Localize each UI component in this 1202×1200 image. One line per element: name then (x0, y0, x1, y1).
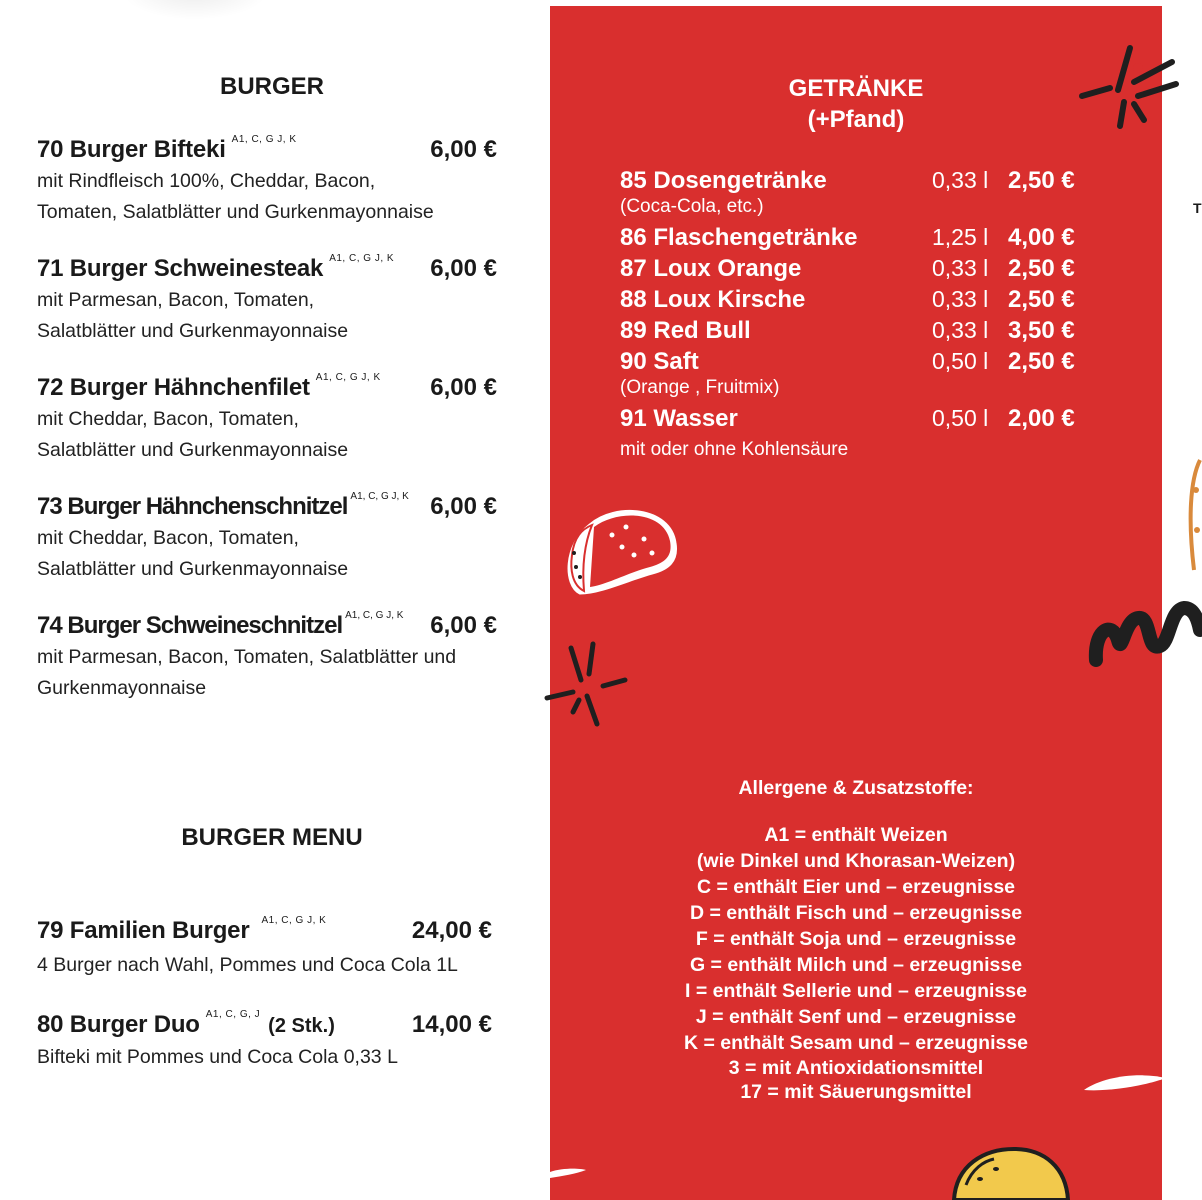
drink-item (620, 255, 1090, 284)
allergen-line: A1 = enthält Weizen (764, 824, 948, 846)
edge-text: T (1193, 200, 1202, 216)
drink-note: (Coca-Cola, etc.) (620, 196, 764, 217)
drink-name: 91 Wasser (620, 405, 738, 432)
item-name: 70 Burger Bifteki (37, 136, 226, 163)
drink-price: 3,50 € (1008, 317, 1075, 344)
menu-item (37, 1011, 507, 1073)
menu-item (37, 612, 507, 704)
item-price: 24,00 € (411, 917, 492, 944)
allergen-line: K = enthält Sesam und – erzeugnisse (683, 1032, 1029, 1054)
menu-item (37, 917, 507, 981)
drink-price: 2,50 € (1008, 286, 1075, 313)
item-allergens: A1, C, G J, K (261, 915, 327, 926)
drinks-title: GETRÄNKE (788, 75, 924, 102)
item-allergens: A1, C, G J, K (315, 372, 381, 383)
drink-name: 89 Red Bull (620, 317, 751, 344)
burger-section-title: BURGER (219, 73, 324, 100)
item-desc-line: 4 Burger nach Wahl, Pommes und Coca Cola 1L (37, 954, 458, 976)
item-allergens: A1, C, G J, K (350, 491, 409, 502)
drink-price: 4,00 € (1008, 224, 1075, 251)
sparkle-icon (543, 640, 633, 730)
allergen-line: C = enthält Eier und – erzeugnisse (696, 876, 1016, 898)
item-name: 73 Burger Hähnchenschnitzel (37, 493, 348, 520)
item-desc-line: Salatblätter und Gurkenmayonnaise (37, 558, 349, 580)
drink-volume: 0,33 l (932, 286, 989, 312)
item-desc-line: Salatblätter und Gurkenmayonnaise (37, 439, 349, 461)
drink-item (620, 167, 1090, 218)
sparkle-icon (1080, 40, 1180, 140)
squiggle-icon (1090, 590, 1200, 670)
drink-note: mit oder ohne Kohlensäure (620, 439, 849, 460)
menu-item (37, 493, 507, 585)
drink-item (620, 405, 1090, 461)
drink-volume: 0,50 l (932, 405, 989, 431)
item-allergens: A1, C, G, J (205, 1009, 261, 1020)
item-price: 6,00 € (430, 493, 497, 520)
item-name: 72 Burger Hähnchenfilet (37, 374, 310, 401)
drink-name: 85 Dosengetränke (620, 167, 827, 194)
item-price: 6,00 € (430, 136, 497, 163)
top-shadow (120, 0, 270, 20)
drink-name: 87 Loux Orange (620, 255, 802, 282)
item-allergens: A1, C, G J, K (329, 253, 395, 264)
drink-volume: 1,25 l (932, 224, 989, 250)
item-name: 74 Burger Schweineschnitzel (37, 612, 343, 639)
drink-item (620, 286, 1090, 315)
item-desc-line: mit Cheddar, Bacon, Tomaten, (37, 527, 299, 549)
drink-volume: 0,33 l (932, 255, 989, 281)
allergen-legend (550, 777, 1162, 1104)
item-desc-line: Bifteki mit Pommes und Coca Cola 0,33 L (37, 1046, 398, 1068)
allergen-line: J = enthält Senf und – erzeugnisse (695, 1006, 1017, 1028)
allergen-line: 3 = mit Antioxidationsmittel (728, 1057, 984, 1079)
item-allergens: A1, C, G J, K (345, 610, 404, 621)
item-name: 80 Burger Duo (37, 1011, 200, 1038)
item-price: 14,00 € (411, 1011, 492, 1038)
swoosh-icon (548, 1160, 588, 1190)
menu-item (37, 136, 507, 228)
taco-icon (560, 505, 685, 600)
allergen-line: (wie Dinkel und Khorasan-Weizen) (696, 850, 1016, 872)
drink-item (620, 224, 1090, 253)
drink-price: 2,00 € (1008, 405, 1075, 432)
item-desc-line: Tomaten, Salatblätter und Gurkenmayonnaise (37, 201, 434, 223)
menu-item (37, 255, 507, 347)
allergen-line: G = enthält Milch und – erzeugnisse (689, 954, 1023, 976)
item-desc-line: Salatblätter und Gurkenmayonnaise (37, 320, 349, 342)
burger-icon (950, 1145, 1070, 1200)
item-name: 79 Familien Burger (37, 917, 250, 944)
item-desc-line: mit Parmesan, Bacon, Tomaten, (37, 289, 315, 311)
food-edge-icon (1188, 460, 1200, 570)
drink-name: 86 Flaschengetränke (620, 224, 858, 251)
drink-item (620, 348, 1090, 399)
drink-volume: 0,33 l (932, 317, 989, 343)
drink-price: 2,50 € (1008, 255, 1075, 282)
allergen-title: Allergene & Zusatzstoffe: (738, 777, 974, 799)
allergen-line: D = enthält Fisch und – erzeugnisse (689, 902, 1023, 924)
sparkle-dot (1133, 63, 1143, 73)
item-desc-line: mit Parmesan, Bacon, Tomaten, Salatblätter und (37, 646, 457, 668)
drink-note: (Orange , Fruitmix) (620, 377, 780, 398)
item-extra: (2 Stk.) (268, 1015, 335, 1037)
drink-volume: 0,50 l (932, 348, 989, 374)
drink-item (620, 317, 1090, 346)
burger-menu-section-title: BURGER MENU (181, 824, 363, 851)
allergen-line: 17 = mit Säuerungsmittel (740, 1081, 972, 1103)
item-price: 6,00 € (430, 612, 497, 639)
item-desc-line: mit Cheddar, Bacon, Tomaten, (37, 408, 299, 430)
allergen-line: I = enthält Sellerie und – erzeugnisse (685, 980, 1027, 1002)
drink-name: 90 Saft (620, 348, 699, 375)
swoosh-icon (1080, 1068, 1170, 1098)
item-desc-line: mit Rindfleisch 100%, Cheddar, Bacon, (37, 170, 376, 192)
menu-item (37, 374, 507, 466)
drink-name: 88 Loux Kirsche (620, 286, 806, 313)
drinks-title-block (550, 73, 1162, 135)
allergen-line: F = enthält Soja und – erzeugnisse (695, 928, 1017, 950)
drinks-subtitle: (+Pfand) (807, 106, 905, 133)
item-price: 6,00 € (430, 255, 497, 282)
drink-price: 2,50 € (1008, 167, 1075, 194)
item-desc-line: Gurkenmayonnaise (37, 677, 207, 699)
drink-volume: 0,33 l (932, 167, 989, 193)
item-allergens: A1, C, G J, K (231, 134, 297, 145)
drink-price: 2,50 € (1008, 348, 1075, 375)
item-price: 6,00 € (430, 374, 497, 401)
item-name: 71 Burger Schweinesteak (37, 255, 324, 282)
